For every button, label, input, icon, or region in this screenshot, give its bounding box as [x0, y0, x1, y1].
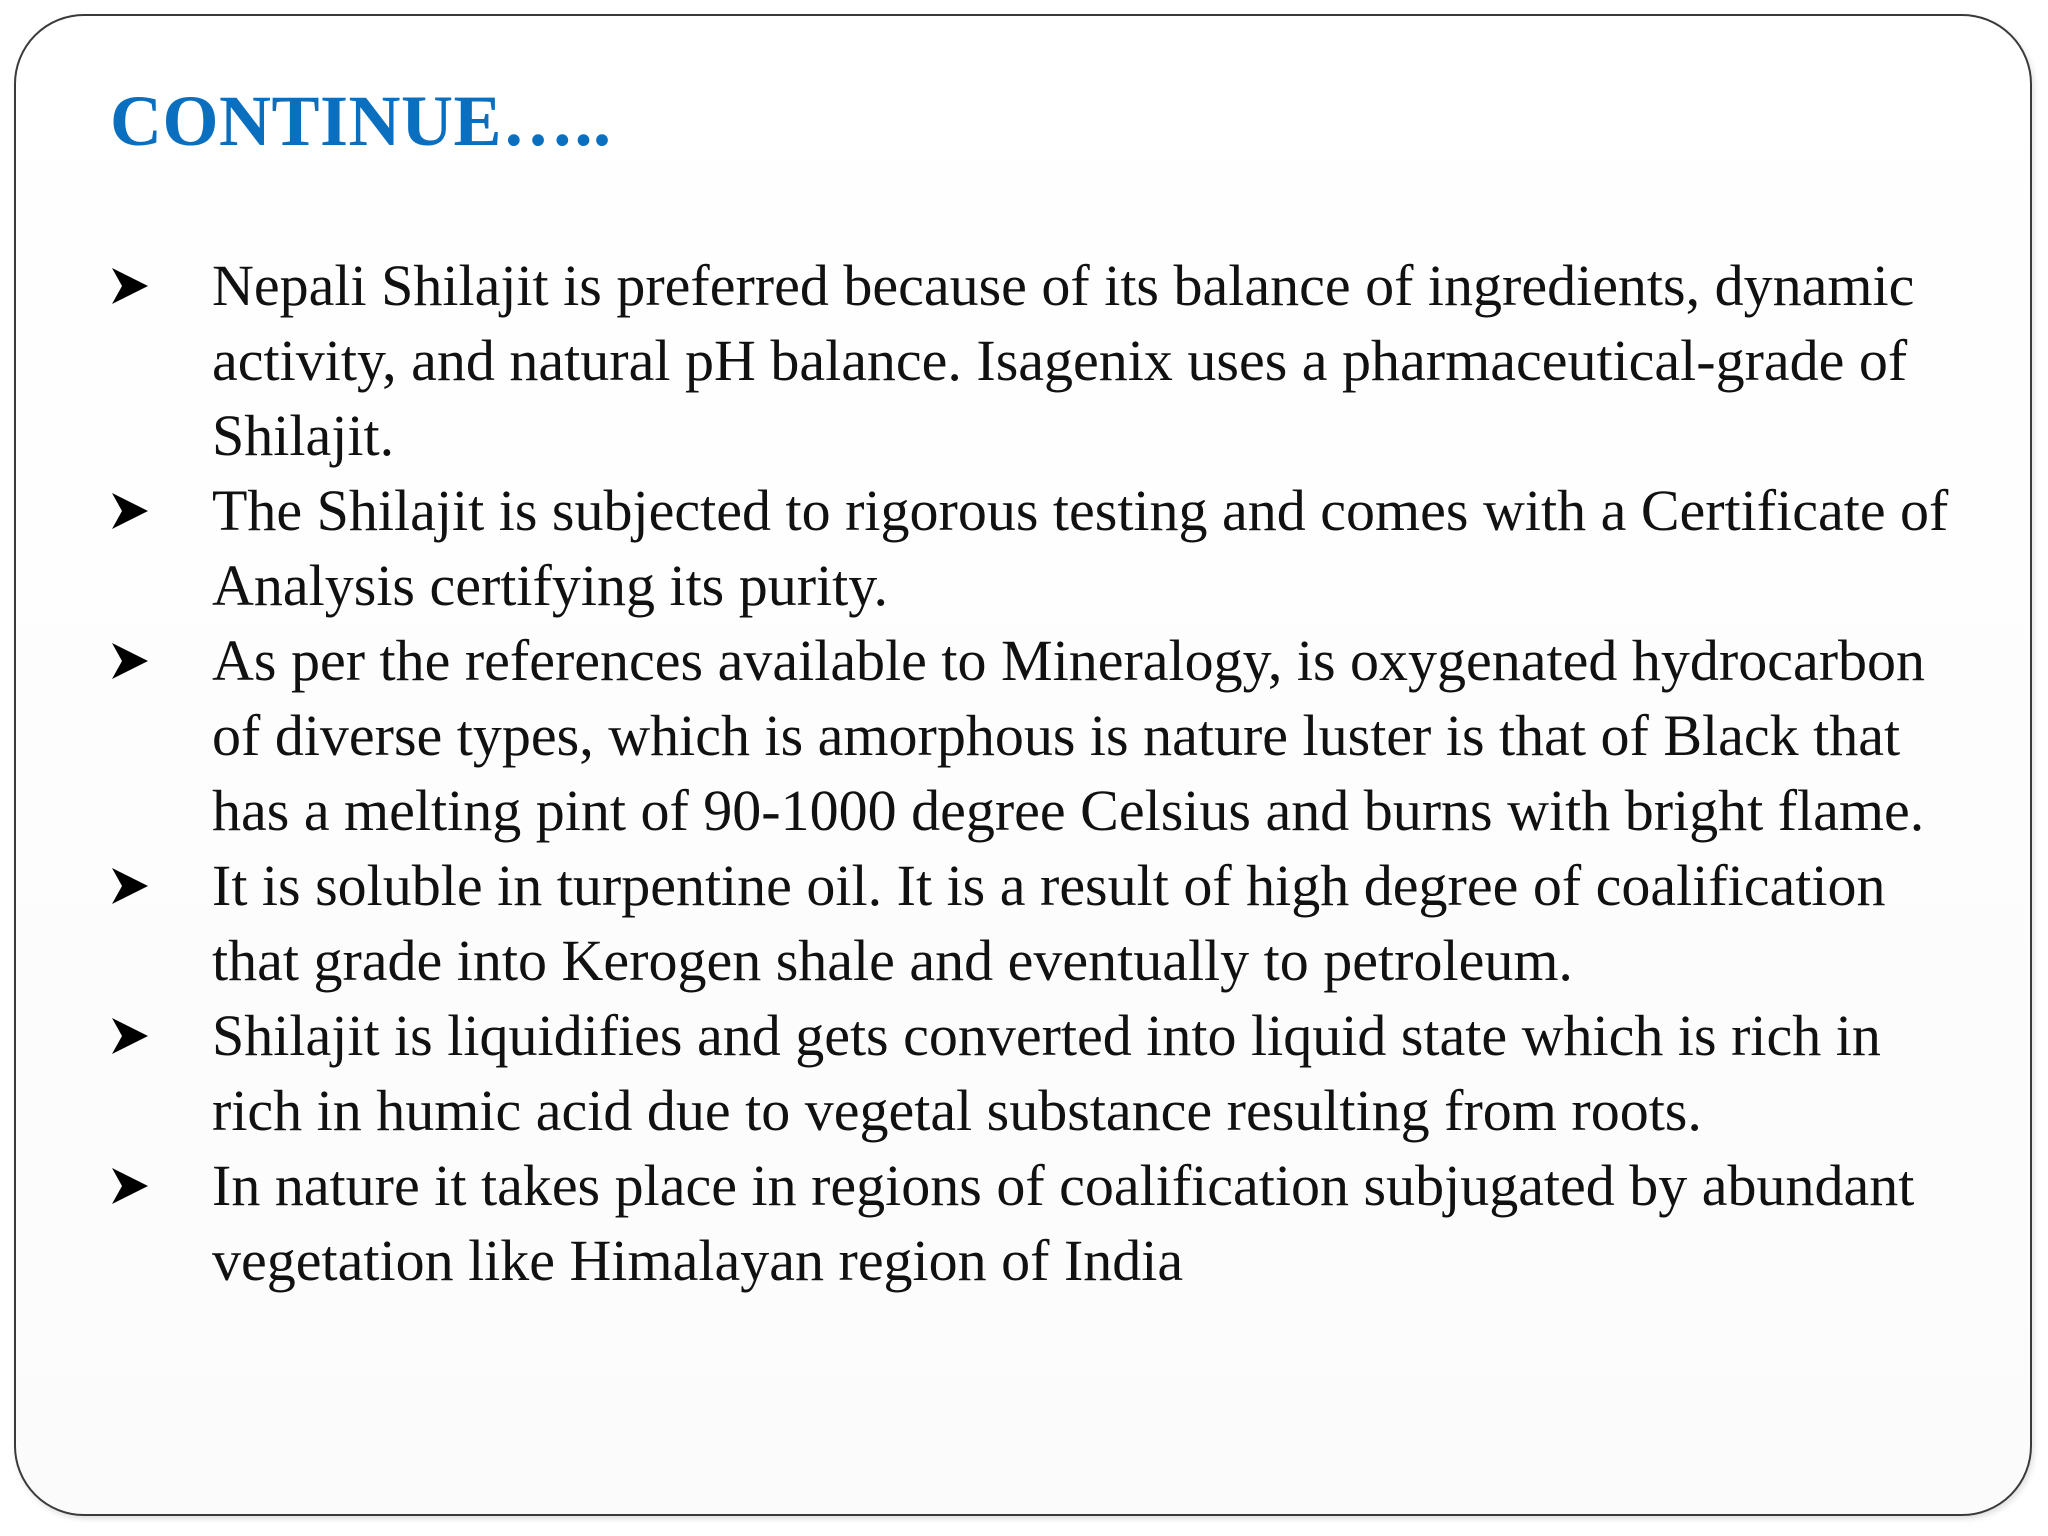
- arrowhead-bullet-icon: [110, 473, 160, 548]
- bullet-text: Nepali Shilajit is preferred because of its balance of ingredients, dynamic activity, and natural pH balance. Isagenix uses a pharmaceutical-grade of Shilajit.: [212, 253, 1915, 468]
- bullet-item: [110, 473, 1970, 623]
- bullet-item: [110, 998, 1970, 1148]
- bullet-text: It is soluble in turpentine oil. It is a result of high degree of coalification that grade into Kerogen shale and eventually to petroleum.: [212, 853, 1886, 993]
- slide-frame: [14, 14, 2032, 1516]
- bullet-text: In nature it takes place in regions of coalification subjugated by abundant vegetation like Himalayan region of India: [212, 1153, 1915, 1293]
- arrowhead-bullet-icon: [110, 1148, 160, 1223]
- bullet-item: [110, 1148, 1970, 1298]
- arrowhead-bullet-icon: [110, 848, 160, 923]
- bullet-item: [110, 248, 1970, 473]
- arrowhead-bullet-icon: [110, 998, 160, 1073]
- bullet-text: As per the references available to Mineralogy, is oxygenated hydrocarbon of diverse types, which is amorphous is nature luster is that of Black that has a melting pint of 90-1000 degree Celsius and burns with bright flame.: [212, 628, 1926, 843]
- arrowhead-bullet-icon: [110, 623, 160, 698]
- bullet-item: [110, 623, 1970, 848]
- slide-title: CONTINUE…..: [110, 81, 612, 161]
- bullet-text: The Shilajit is subjected to rigorous testing and comes with a Certificate of Analysis certifying its purity.: [212, 478, 1949, 618]
- bullet-list: [110, 248, 1970, 1298]
- bullet-text: Shilajit is liquidifies and gets converted into liquid state which is rich in rich in humic acid due to vegetal substance resulting from roots.: [212, 1003, 1881, 1143]
- arrowhead-bullet-icon: [110, 248, 160, 323]
- bullet-item: [110, 848, 1970, 998]
